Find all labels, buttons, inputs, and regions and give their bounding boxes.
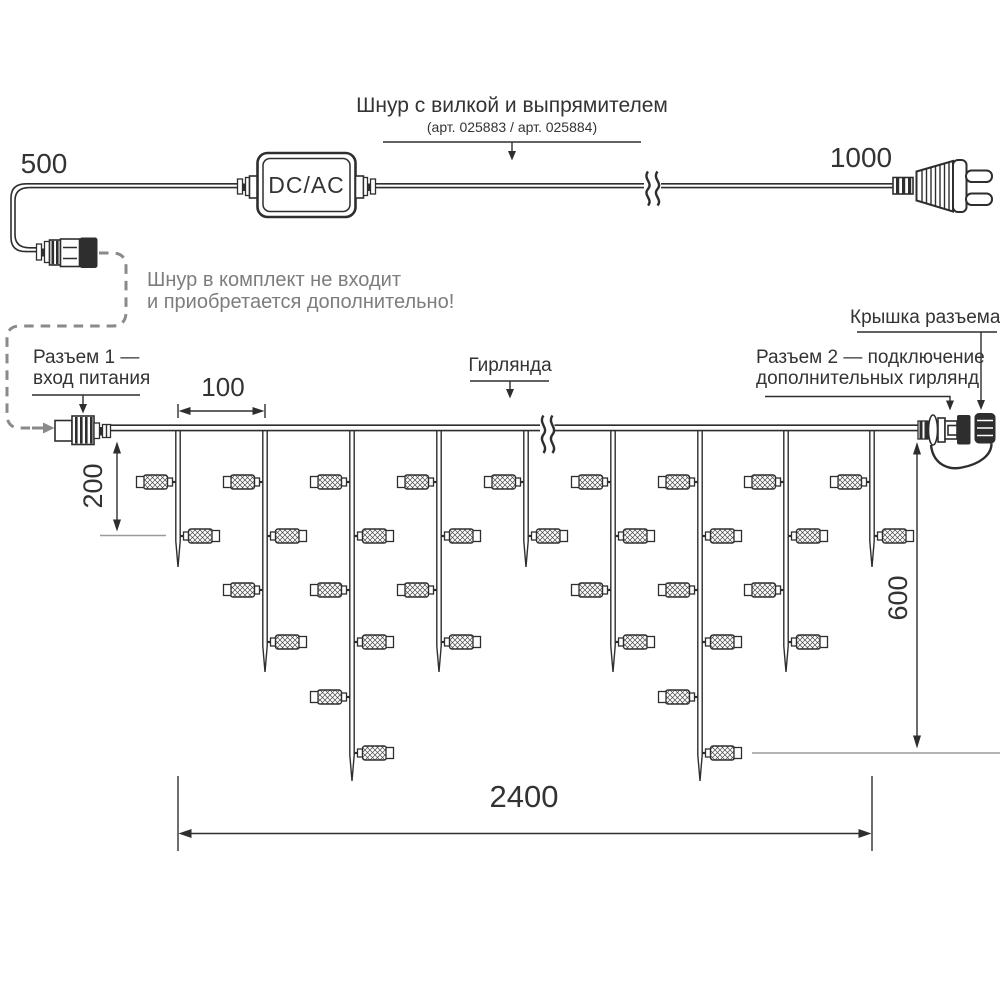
power-cord-right-run [376, 172, 894, 206]
light-bulb [354, 746, 394, 760]
connector-1 [55, 416, 111, 445]
cable-break-symbol [646, 172, 659, 206]
garland-leader [470, 381, 549, 399]
connector2-label-line1: Разъем 2 — подключение [756, 347, 985, 368]
wire-break-symbol [542, 416, 554, 454]
light-bulb [354, 635, 394, 649]
dim-2400-label: 2400 [489, 779, 559, 814]
connector2-label-line2: дополнительных гирлянд [756, 368, 980, 389]
cord-subtitle: (арт. 025883 / арт. 025884) [426, 119, 598, 135]
light-bulb [831, 475, 871, 489]
dim-100-label: 100 [201, 372, 245, 402]
cord-title: Шнур с вилкой и выпрямителем [356, 94, 668, 117]
dashed-route [7, 253, 126, 434]
light-bulb [311, 583, 351, 597]
light-bulb [788, 635, 828, 649]
icicle-drop [745, 430, 828, 672]
light-bulb [441, 529, 481, 543]
converter-label: DC/AC [268, 172, 345, 198]
light-bulb [745, 475, 785, 489]
length-500-label: 500 [20, 148, 68, 179]
power-plug [893, 160, 992, 212]
light-bulb [659, 475, 699, 489]
dimension-600 [752, 442, 1000, 753]
dim-600-label: 600 [883, 575, 913, 621]
icicle-drop [224, 430, 307, 672]
cap-label: Крышка разъема [850, 307, 1000, 328]
garland-label: Гирлянда [468, 355, 552, 376]
icicle-drop [485, 430, 568, 567]
light-bulb [702, 529, 742, 543]
dimension-100 [179, 407, 265, 415]
light-bulb [224, 475, 264, 489]
connector1-leader [32, 395, 140, 414]
light-bulb [441, 635, 481, 649]
light-bulb [398, 583, 438, 597]
connector-cap [975, 413, 996, 444]
cord-title-leader [383, 142, 641, 161]
icicle-drop [311, 430, 394, 781]
light-bulb [485, 475, 525, 489]
connector2-leader [765, 397, 954, 411]
icicle-drop [398, 430, 481, 672]
connector-2 [918, 413, 996, 468]
light-bulb [788, 529, 828, 543]
light-bulb [702, 746, 742, 760]
dim-200-label: 200 [78, 463, 108, 509]
drops-layer [137, 430, 914, 781]
light-bulb [745, 583, 785, 597]
light-bulb [311, 475, 351, 489]
gray-arrow-icon [43, 423, 55, 434]
icicle-drop [831, 430, 914, 567]
light-bulb [659, 583, 699, 597]
length-1000-label: 1000 [829, 142, 893, 173]
light-bulb [311, 690, 351, 704]
light-bulb [528, 529, 568, 543]
note-line-2: и приобретается дополнительно! [147, 291, 455, 313]
light-bulb [267, 529, 307, 543]
icicle-drop [137, 430, 220, 567]
light-bulb [180, 529, 220, 543]
light-bulb [572, 475, 612, 489]
light-bulb [267, 635, 307, 649]
light-bulb [137, 475, 177, 489]
cord-output-connector [37, 238, 98, 269]
light-bulb [572, 583, 612, 597]
connector1-label-line2: вход питания [33, 368, 151, 389]
light-bulb [702, 635, 742, 649]
light-bulb [398, 475, 438, 489]
icicle-drop [659, 430, 742, 781]
light-bulb [615, 635, 655, 649]
strain-loop [931, 444, 992, 469]
light-bulb [874, 529, 914, 543]
light-bulb [224, 583, 264, 597]
light-bulb [354, 529, 394, 543]
light-bulb [615, 529, 655, 543]
connector1-label-line1: Разъем 1 — [33, 347, 140, 368]
note-line-1: Шнур в комплект не входит [147, 269, 401, 291]
icicle-drop [572, 430, 655, 672]
light-bulb [659, 690, 699, 704]
